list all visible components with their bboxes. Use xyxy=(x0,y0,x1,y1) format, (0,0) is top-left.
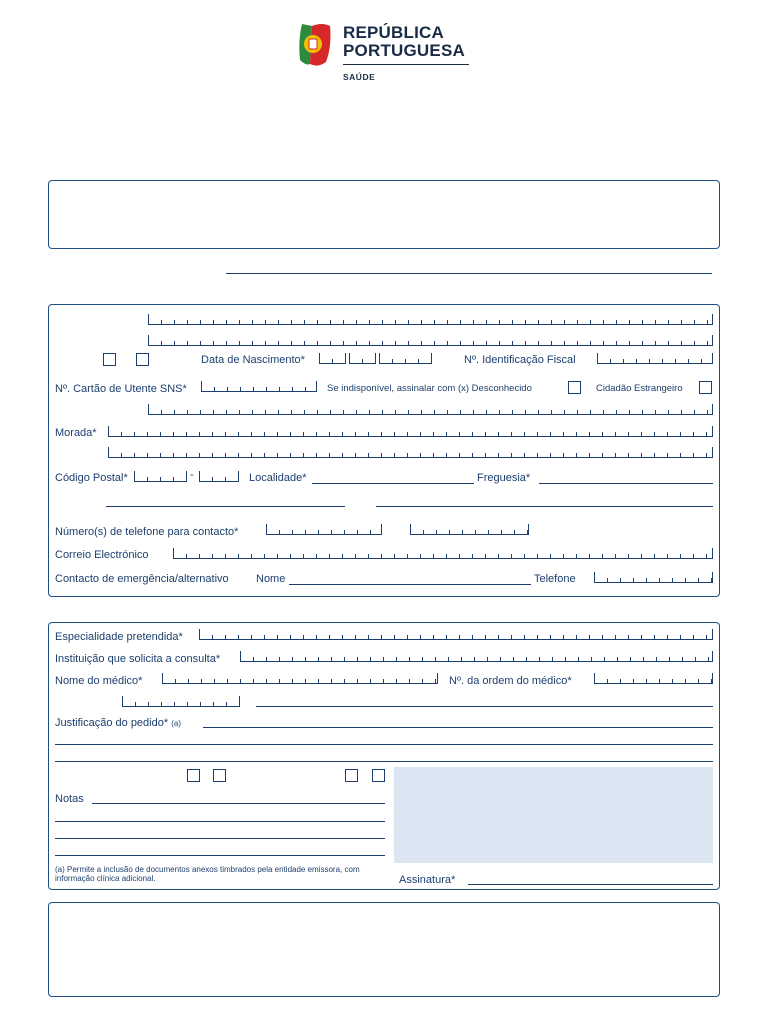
unknown-note: Se indisponível, assinalar com (x) Desconhecido xyxy=(327,383,532,394)
institution-label: Instituição que solicita a consulta* xyxy=(55,653,221,665)
phone-field-1[interactable] xyxy=(266,524,382,535)
option-checkbox-1[interactable] xyxy=(187,769,200,782)
address-extra-line-2[interactable] xyxy=(376,506,713,507)
address-label: Morada* xyxy=(55,427,97,439)
sns-field[interactable] xyxy=(201,381,317,392)
emergency-label: Contacto de emergência/alternativo xyxy=(55,573,229,585)
justification-line-1[interactable] xyxy=(203,727,713,728)
sex-female-checkbox[interactable] xyxy=(136,353,149,366)
locality-label: Localidade* xyxy=(249,472,307,484)
footer-box xyxy=(48,902,720,997)
emergency-name-field[interactable] xyxy=(289,584,531,585)
address-extra-line-1[interactable] xyxy=(106,506,345,507)
emergency-phone-field[interactable] xyxy=(594,572,713,583)
notes-label: Notas xyxy=(55,793,84,805)
stamp-area xyxy=(394,767,713,863)
address-field-1[interactable] xyxy=(108,426,713,437)
foreign-checkbox[interactable] xyxy=(699,381,712,394)
reference-line[interactable] xyxy=(226,273,712,274)
emergency-phone-label: Telefone xyxy=(534,573,576,585)
phone-label: Número(s) de telefone para contacto* xyxy=(55,526,239,538)
order-field[interactable] xyxy=(594,673,713,684)
nif-label: Nº. Identificação Fiscal xyxy=(464,354,576,366)
logo-subtitle: SAÚDE xyxy=(343,72,376,82)
postal-label: Código Postal* xyxy=(55,472,128,484)
parish-field[interactable] xyxy=(539,483,713,484)
justification-line-2[interactable] xyxy=(55,744,713,745)
notes-line-3[interactable] xyxy=(55,838,385,839)
signature-field[interactable] xyxy=(468,884,713,885)
address-field-2[interactable] xyxy=(108,447,713,458)
doctor-field[interactable] xyxy=(162,673,438,684)
option-checkbox-4[interactable] xyxy=(372,769,385,782)
justification-label xyxy=(55,718,181,729)
code-line[interactable] xyxy=(256,706,713,707)
header-box xyxy=(48,180,720,249)
name-field-1[interactable] xyxy=(148,314,713,325)
birth-year-field[interactable] xyxy=(379,353,432,364)
option-checkbox-2[interactable] xyxy=(213,769,226,782)
email-label: Correio Electrónico xyxy=(55,549,149,561)
specialty-field[interactable] xyxy=(199,629,713,640)
doctor-label: Nome do médico* xyxy=(55,675,143,687)
code-field[interactable] xyxy=(122,696,240,707)
signature-label: Assinatura* xyxy=(399,874,456,886)
birth-day-field[interactable] xyxy=(319,353,346,364)
specialty-label: Especialidade pretendida* xyxy=(55,631,183,643)
justification-text: Justificação do pedido* xyxy=(55,717,169,729)
justification-ref: (a) xyxy=(171,719,181,728)
justification-line-3[interactable] xyxy=(55,761,713,762)
nif-field[interactable] xyxy=(597,353,713,364)
extra-field[interactable] xyxy=(148,404,713,415)
coat-of-arms-icon xyxy=(296,20,334,68)
locality-field[interactable] xyxy=(312,483,474,484)
birth-month-field[interactable] xyxy=(349,353,376,364)
institution-field[interactable] xyxy=(240,651,713,662)
email-field[interactable] xyxy=(173,548,713,559)
sns-label: Nº. Cartão de Utente SNS* xyxy=(55,383,187,395)
unknown-checkbox[interactable] xyxy=(568,381,581,394)
title-line-2: PORTUGUESA xyxy=(343,41,465,60)
birth-date-label: Data de Nascimento* xyxy=(201,354,305,366)
title-line-1: REPÚBLICA xyxy=(343,23,444,42)
postal-code-field[interactable] xyxy=(134,471,187,482)
notes-line-2[interactable] xyxy=(55,821,385,822)
notes-line-4[interactable] xyxy=(55,855,385,856)
notes-line-1[interactable] xyxy=(92,803,385,804)
phone-field-2[interactable] xyxy=(410,524,529,535)
order-label: Nº. da ordem do médico* xyxy=(449,675,572,687)
logo-underline xyxy=(343,64,469,65)
emergency-name-label: Nome xyxy=(256,573,286,585)
name-field-2[interactable] xyxy=(148,335,713,346)
sex-male-checkbox[interactable] xyxy=(103,353,116,366)
foreign-label: Cidadão Estrangeiro xyxy=(596,383,683,394)
option-checkbox-3[interactable] xyxy=(345,769,358,782)
footnote: (a) Permite a inclusão de documentos anexos timbrados pela entidade emissora, com informação clínica adicional. xyxy=(55,865,360,884)
parish-label: Freguesia* xyxy=(477,472,531,484)
postal-suffix-field[interactable] xyxy=(199,471,239,482)
postal-dash: - xyxy=(190,469,194,481)
